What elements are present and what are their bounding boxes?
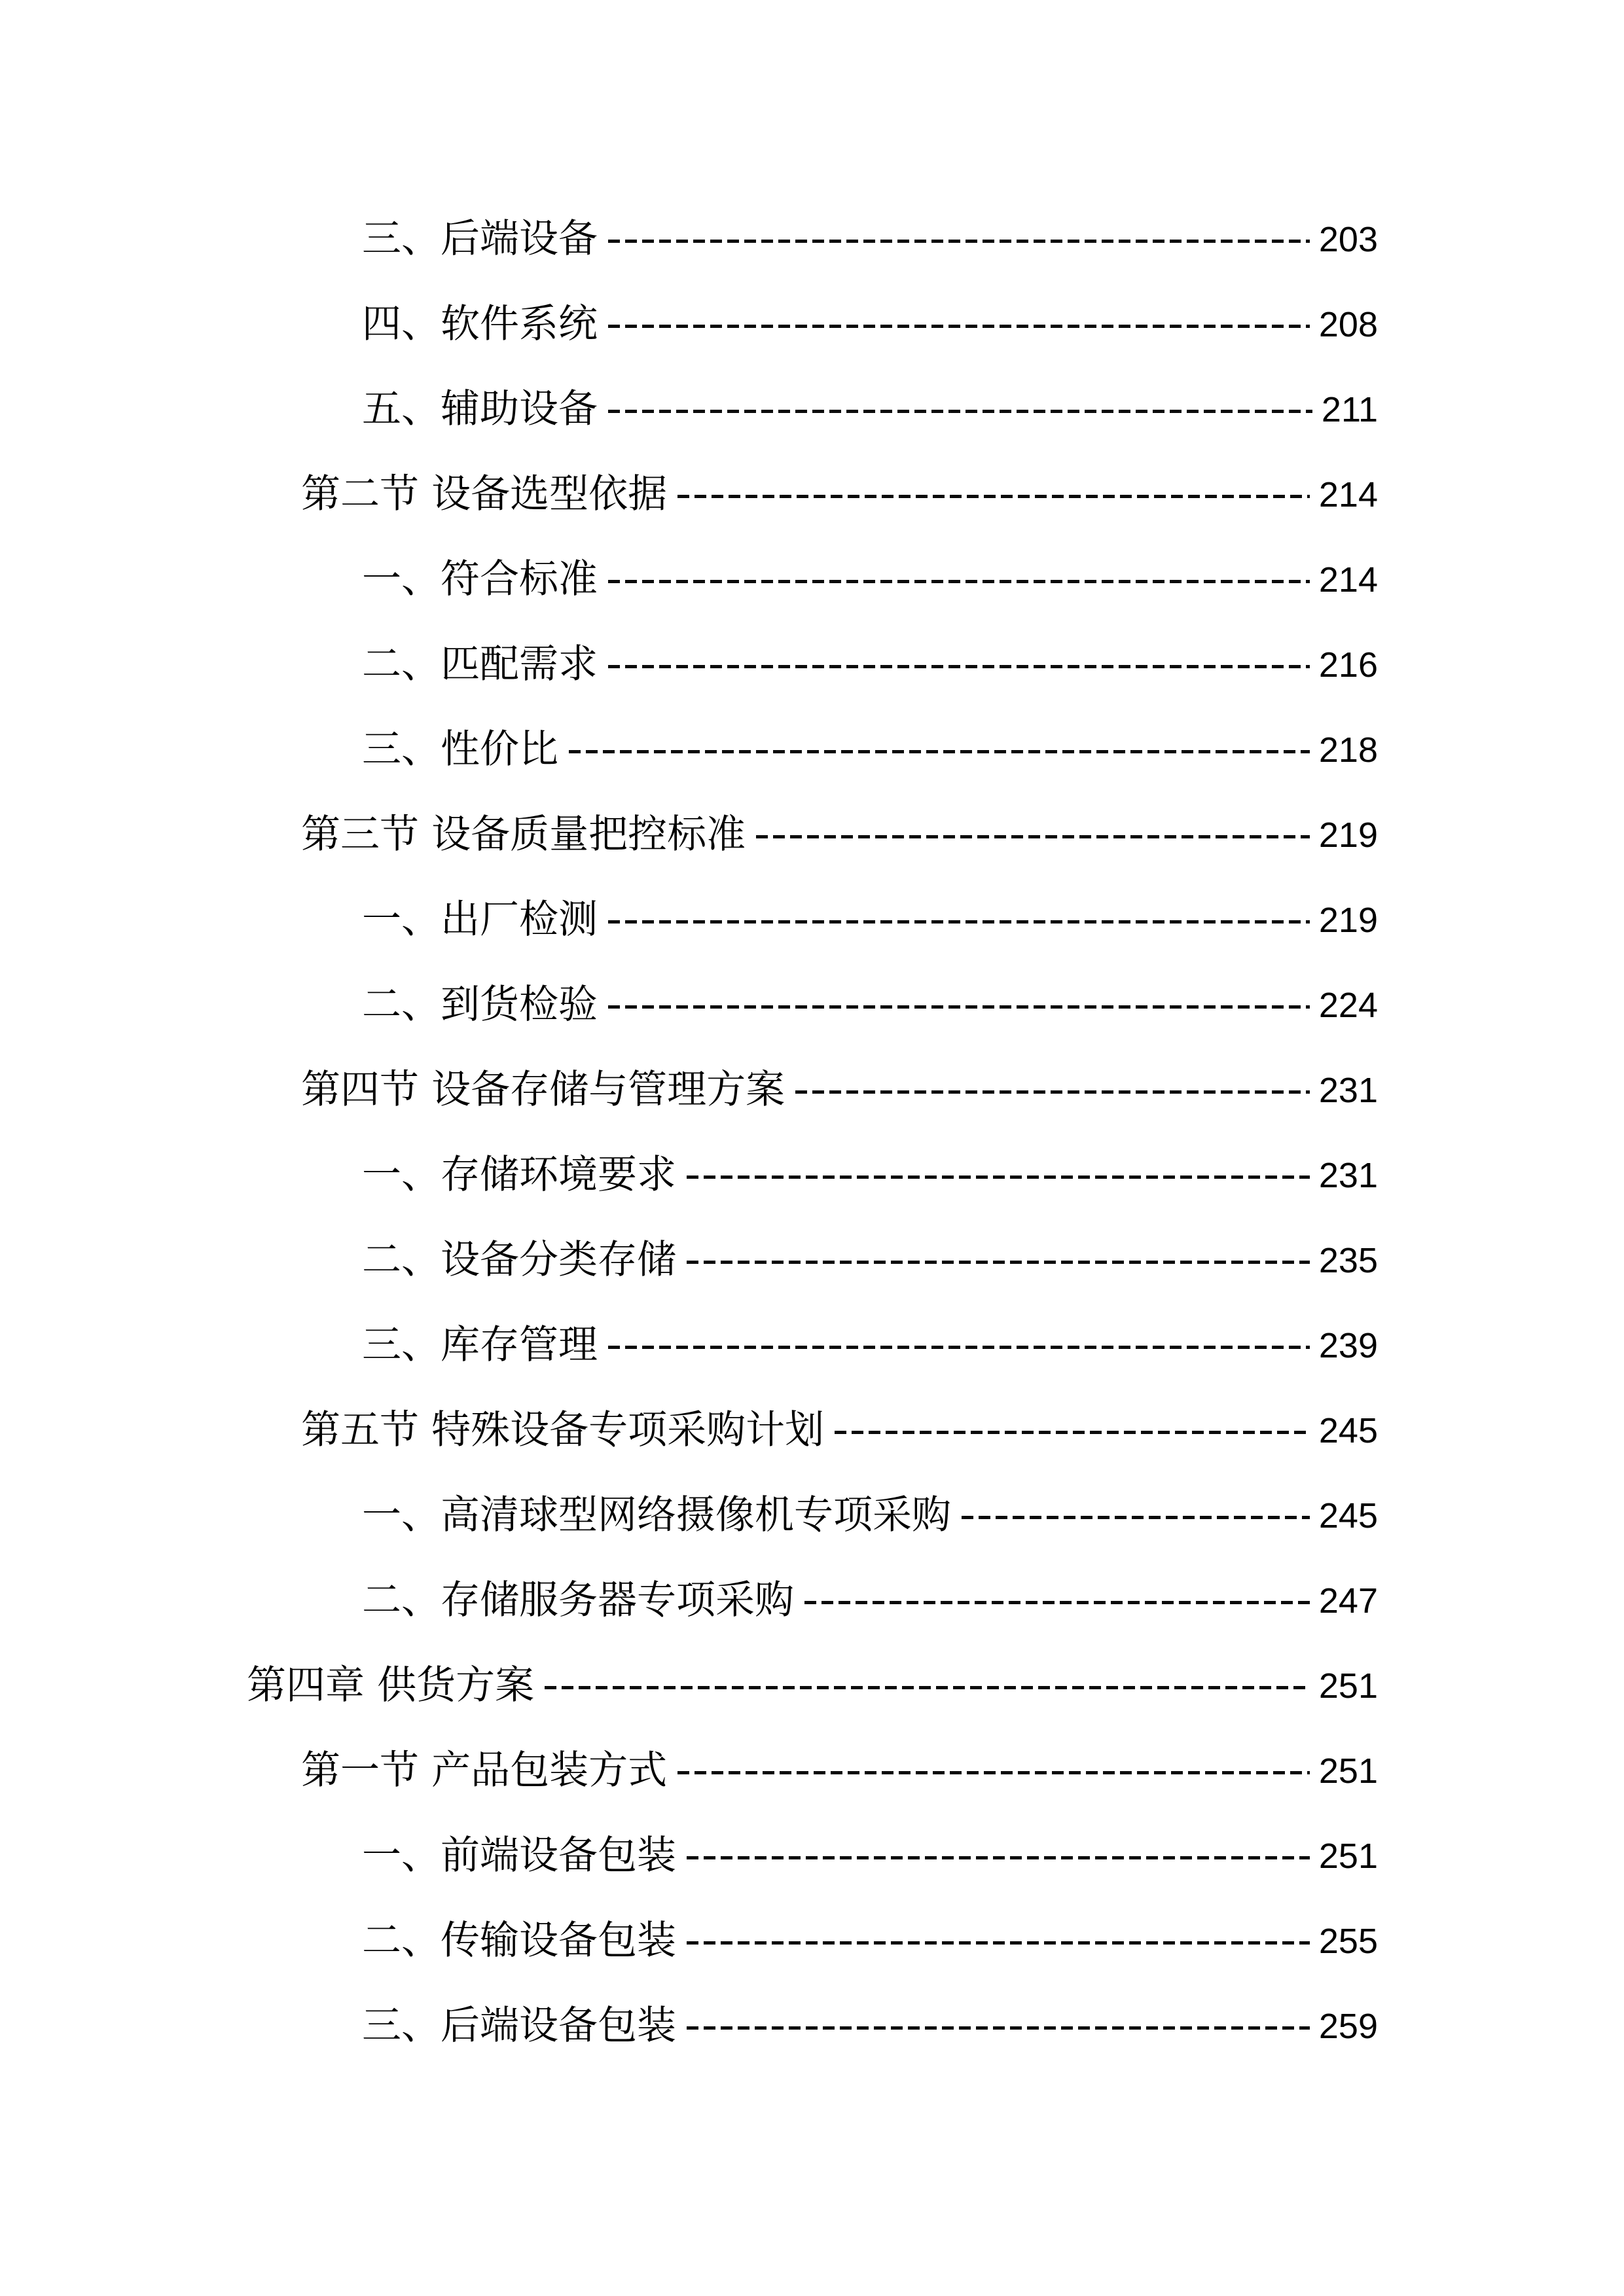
toc-entry-sub[interactable]	[247, 1898, 1378, 1983]
toc-page-number: 216	[1318, 645, 1378, 685]
toc-dashed-leader	[545, 1686, 1310, 1689]
toc-entry-label: 二、传输设备包装	[362, 1918, 676, 1964]
toc-entry-section[interactable]	[247, 1728, 1378, 1813]
toc-dashed-leader	[687, 1856, 1310, 1859]
toc-entry-label: 二、存储服务器专项采购	[362, 1577, 794, 1623]
toc-page-number: 219	[1318, 901, 1378, 940]
toc-entry-sub[interactable]	[247, 537, 1378, 622]
toc-dashed-leader	[687, 1261, 1310, 1264]
toc-dashed-leader	[569, 750, 1310, 753]
toc-entry-label: 三、性价比	[362, 726, 558, 772]
toc-dashed-leader	[608, 1005, 1310, 1009]
toc-dashed-leader	[962, 1516, 1310, 1519]
toc-entry-sub[interactable]	[247, 1558, 1378, 1643]
toc-dashed-leader	[687, 1941, 1310, 1945]
toc-entry-label: 一、符合标准	[362, 556, 598, 602]
toc-dashed-leader	[835, 1431, 1310, 1434]
toc-entry-sub[interactable]	[247, 707, 1378, 792]
toc-dashed-leader	[608, 580, 1310, 583]
toc-entry-section[interactable]	[247, 792, 1378, 877]
toc-page-number: 239	[1318, 1326, 1378, 1365]
toc-dashed-leader	[608, 240, 1310, 243]
toc-entry-label: 第五节 特殊设备专项采购计划	[301, 1407, 825, 1453]
toc-dashed-leader	[677, 1771, 1310, 1774]
toc-dashed-leader	[608, 410, 1312, 413]
toc-page-number: 251	[1318, 1837, 1378, 1876]
toc-dashed-leader	[687, 1175, 1310, 1179]
toc-entry-section[interactable]	[247, 452, 1378, 537]
toc-page-number: 211	[1321, 390, 1378, 429]
toc-dashed-leader	[677, 495, 1310, 498]
toc-page-number: 214	[1318, 560, 1378, 600]
toc-page-number: 245	[1318, 1411, 1378, 1450]
toc-entry-label: 第四节 设备存储与管理方案	[301, 1067, 785, 1113]
toc-page-number: 231	[1318, 1071, 1378, 1110]
toc-entry-sub[interactable]	[247, 1132, 1378, 1217]
toc-page-number: 203	[1318, 220, 1378, 259]
toc-entry-sub[interactable]	[247, 622, 1378, 707]
toc-entry-sub[interactable]	[247, 962, 1378, 1047]
toc-page-number: 245	[1318, 1496, 1378, 1535]
toc-entry-section[interactable]	[247, 1047, 1378, 1132]
toc-entry-label: 二、到货检验	[362, 982, 598, 1028]
toc-entry-label: 三、库存管理	[362, 1322, 598, 1368]
toc-dashed-leader	[795, 1090, 1310, 1094]
toc-page-number: 251	[1318, 1751, 1378, 1791]
toc-page-number: 247	[1318, 1581, 1378, 1621]
toc-dashed-leader	[756, 835, 1310, 838]
toc-entry-label: 四、软件系统	[362, 301, 598, 347]
toc-entry-label: 二、设备分类存储	[362, 1237, 676, 1283]
toc-page-number: 231	[1318, 1156, 1378, 1195]
toc-page-number: 219	[1318, 816, 1378, 855]
toc-entry-sub[interactable]	[247, 1983, 1378, 2068]
toc-page-number: 255	[1318, 1922, 1378, 1961]
toc-list	[247, 196, 1378, 2068]
toc-dashed-leader	[608, 325, 1310, 328]
toc-entry-sub[interactable]	[247, 196, 1378, 281]
toc-entry-label: 一、高清球型网络摄像机专项采购	[362, 1492, 951, 1538]
toc-page-number: 214	[1318, 475, 1378, 514]
toc-entry-sub[interactable]	[247, 1473, 1378, 1558]
toc-entry-label: 三、后端设备包装	[362, 2003, 676, 2049]
toc-entry-section[interactable]	[247, 1388, 1378, 1473]
toc-dashed-leader	[608, 665, 1310, 668]
toc-entry-label: 第四章 供货方案	[247, 1662, 535, 1708]
toc-page-number: 224	[1318, 986, 1378, 1025]
toc-entry-label: 五、辅助设备	[362, 386, 598, 432]
toc-dashed-leader	[804, 1601, 1310, 1604]
toc-entry-sub[interactable]	[247, 1813, 1378, 1898]
toc-dashed-leader	[608, 920, 1310, 924]
toc-entry-label: 一、存储环境要求	[362, 1152, 676, 1198]
toc-entry-label: 一、出厂检测	[362, 897, 598, 942]
toc-entry-chapter[interactable]	[247, 1643, 1378, 1728]
toc-entry-label: 一、前端设备包装	[362, 1833, 676, 1878]
toc-entry-sub[interactable]	[247, 877, 1378, 962]
toc-page-number: 235	[1318, 1241, 1378, 1280]
toc-entry-sub[interactable]	[247, 281, 1378, 367]
toc-dashed-leader	[687, 2026, 1310, 2030]
toc-page-number: 251	[1318, 1666, 1378, 1706]
toc-entry-label: 第二节 设备选型依据	[301, 471, 668, 517]
toc-dashed-leader	[608, 1346, 1310, 1349]
toc-entry-label: 第三节 设备质量把控标准	[301, 812, 746, 857]
toc-entry-label: 第一节 产品包装方式	[301, 1748, 668, 1793]
toc-entry-sub[interactable]	[247, 367, 1378, 452]
toc-page-number: 208	[1318, 305, 1378, 344]
toc-page-number: 259	[1318, 2007, 1378, 2046]
toc-entry-label: 二、匹配需求	[362, 641, 598, 687]
toc-entry-sub[interactable]	[247, 1302, 1378, 1388]
toc-entry-sub[interactable]	[247, 1217, 1378, 1302]
toc-page-number: 218	[1318, 730, 1378, 770]
toc-entry-label: 三、后端设备	[362, 216, 598, 262]
